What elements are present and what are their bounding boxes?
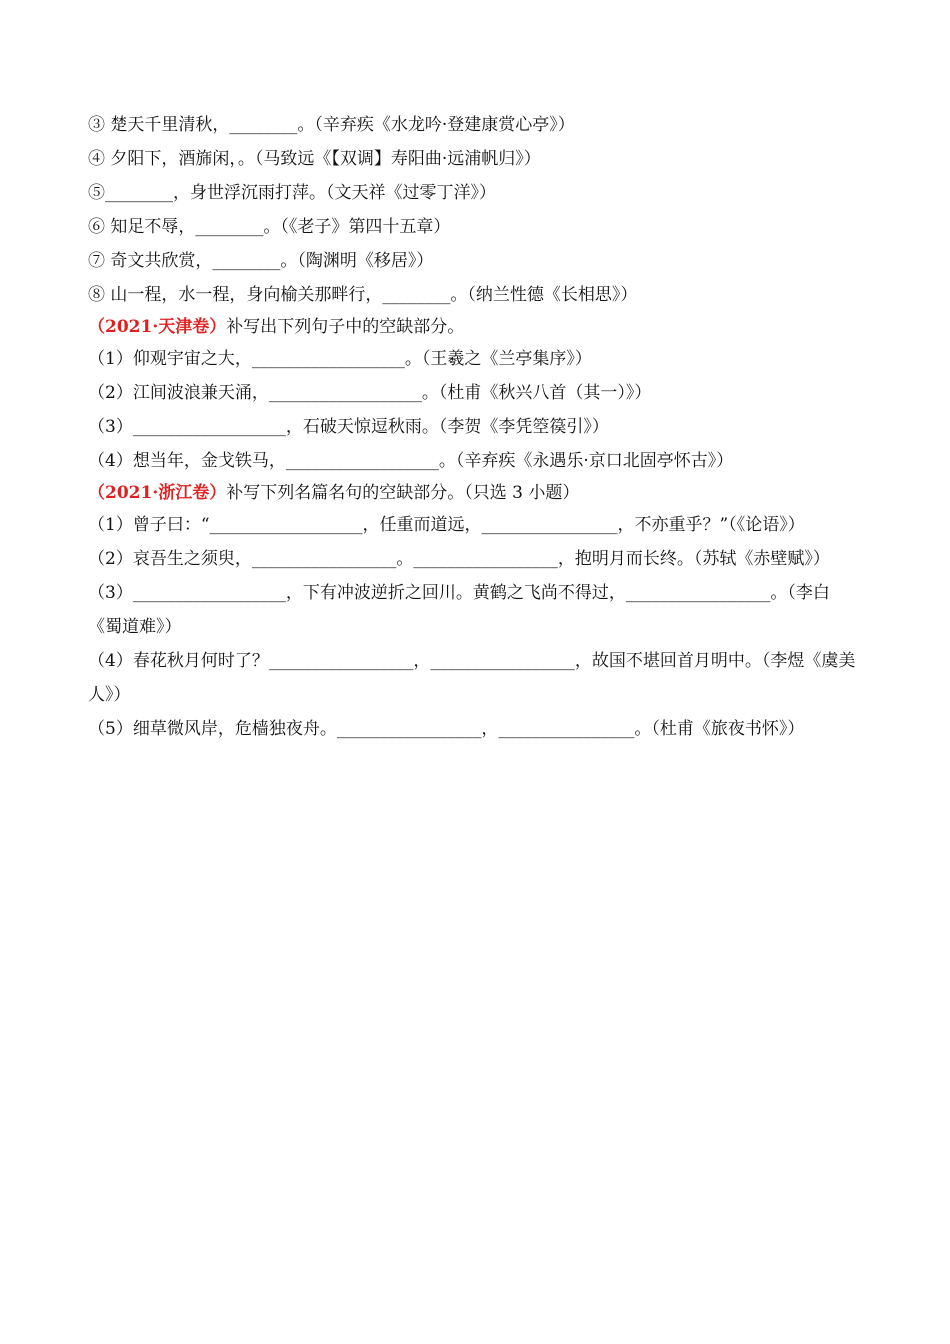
document-page [88, 108, 863, 746]
section-instruction: 补写下列名篇名句的空缺部分。（只选 3 小题） [226, 483, 580, 503]
list-item: （2）江间波浪兼天涌，__________________。（杜甫《秋兴八首（其一）》） [88, 383, 652, 403]
list-item: （2）哀吾生之须臾，_________________。_________________，抱明月而长终。（苏轼《赤壁赋》） [88, 549, 830, 569]
exam-tag: （2021·浙江卷） [88, 483, 227, 503]
list-item: （5）细草微风岸，危樯独夜舟。_________________，________________。（杜甫《旅夜书怀》） [88, 719, 805, 739]
list-item: （1）仰观宇宙之大，__________________。（王羲之《兰亭集序》） [88, 349, 592, 369]
section-tianjin [88, 312, 863, 478]
section-header [88, 478, 863, 508]
list-item: ⑥ 知足不辱，________。（《老子》第四十五章） [88, 217, 451, 237]
section-instruction: 补写出下列句子中的空缺部分。 [226, 317, 465, 337]
exam-tag: （2021·天津卷） [88, 317, 227, 337]
list-item: （1）曾子曰：“__________________，任重而道远，________________，不亦重乎？”（《论语》） [88, 515, 805, 535]
section-header [88, 312, 863, 342]
list-item: ⑦ 奇文共欣赏，________。（陶渊明《移居》） [88, 251, 434, 271]
list-item: （4）想当年，金戈铁马，__________________。（辛弃疾《永遇乐·京口北固亭怀古》） [88, 451, 734, 471]
list-item: （4）春花秋月何时了？_________________，_________________，故国不堪回首月明中。（李煜《虞美人》） [88, 651, 856, 705]
list-item: ⑤________，身世浮沉雨打萍。（文天祥《过零丁洋》） [88, 183, 496, 203]
list-item: （3）__________________，下有冲波逆折之回川。黄鹤之飞尚不得过，_________________。（李白《蜀道难》） [88, 583, 830, 637]
list-item: ③ 楚天千里清秋，________。（辛弃疾《水龙吟·登建康赏心亭》） [88, 115, 575, 135]
list-item: （3）__________________，石破天惊逗秋雨。（李贺《李凭箜篌引》） [88, 417, 609, 437]
list-item: ⑧ 山一程，水一程，身向榆关那畔行，________。（纳兰性德《长相思》） [88, 285, 638, 305]
section-previous-items [88, 108, 863, 312]
section-zhejiang [88, 478, 863, 746]
list-item: ④ 夕阳下，酒旆闲，。（马致远《【双调】寿阳曲·远浦帆归》） [88, 149, 541, 169]
